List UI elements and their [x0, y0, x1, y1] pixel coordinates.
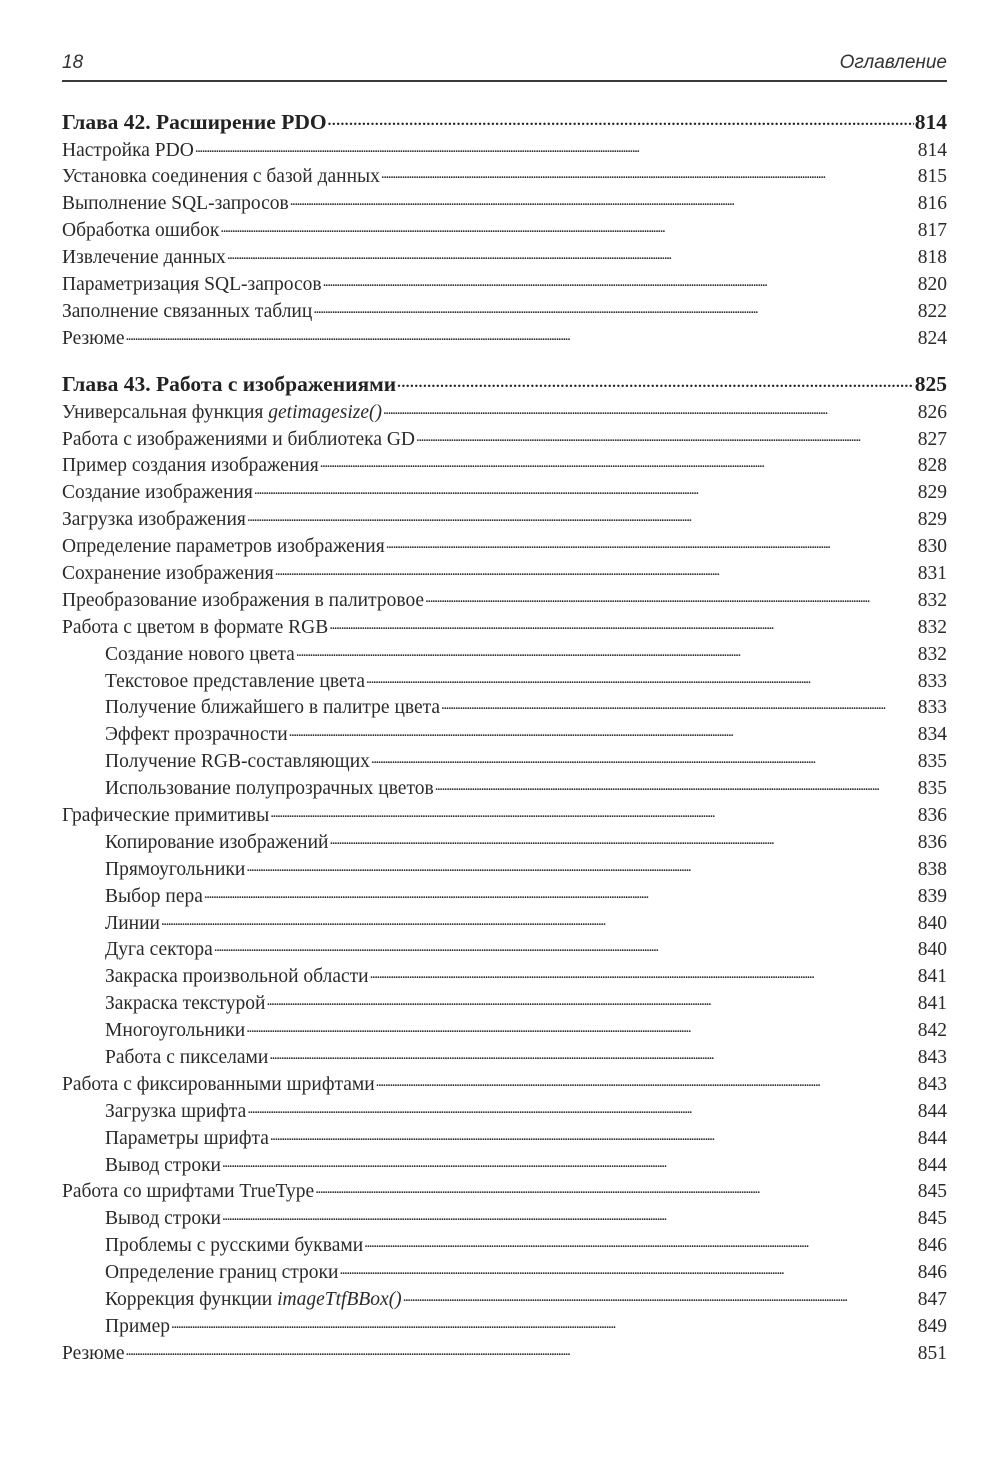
entry-title — [105, 1206, 221, 1233]
dot-leader — [247, 506, 917, 526]
dot-leader — [289, 721, 917, 741]
toc-section-entry[interactable] — [62, 324, 947, 351]
entry-page-number: 835 — [917, 778, 947, 800]
dot-leader — [403, 1286, 917, 1306]
toc-subsection-entry[interactable] — [62, 694, 947, 721]
entry-page-number: 833 — [917, 670, 947, 692]
entry-title-text: Работа с цветом в формате RGB — [62, 616, 329, 638]
entry-page-number: 849 — [917, 1315, 947, 1337]
toc-subsection-entry[interactable] — [62, 990, 947, 1017]
entry-page-number: 824 — [917, 327, 947, 349]
dot-leader — [195, 136, 917, 156]
entry-page-number: 822 — [917, 300, 947, 322]
entry-title — [105, 964, 369, 991]
entry-title — [105, 884, 203, 911]
dot-leader — [161, 909, 917, 929]
dot-leader — [381, 163, 917, 183]
entry-title-text: Графические примитивы — [62, 804, 270, 826]
entry-title — [105, 1018, 245, 1045]
dot-leader — [171, 1312, 917, 1332]
entry-page-number: 844 — [917, 1154, 947, 1176]
entry-title — [105, 1233, 363, 1260]
toc-section-entry[interactable] — [62, 398, 947, 425]
entry-title — [62, 326, 125, 353]
toc-section-entry[interactable] — [62, 190, 947, 217]
entry-title-text: Пример — [105, 1315, 171, 1337]
dot-leader — [222, 1205, 917, 1225]
entry-title — [105, 991, 265, 1018]
entry-title-text: Закраска текстурой — [105, 993, 266, 1015]
entry-title — [105, 911, 160, 938]
entry-page-number: 843 — [917, 1047, 947, 1068]
entry-title-text: Закраска произвольной области — [105, 966, 369, 988]
entry-page-number: 845 — [917, 1208, 947, 1230]
entry-title-text: Копирование изображений — [105, 831, 329, 853]
dot-leader — [269, 1044, 916, 1064]
entry-title-text: Резюме — [62, 1342, 125, 1364]
running-title: Оглавление — [839, 52, 947, 73]
dot-leader — [323, 270, 917, 290]
entry-title — [62, 191, 289, 218]
entry-page-number: 832 — [917, 589, 947, 611]
entry-title — [62, 561, 274, 588]
entry-title-text: Текстовое представление цвета — [105, 670, 365, 692]
toc-subsection-entry[interactable] — [62, 1232, 947, 1259]
page-header — [62, 50, 947, 82]
entry-page-number: 840 — [917, 939, 947, 961]
entry-title — [62, 218, 219, 245]
toc-section-entry[interactable] — [62, 452, 947, 479]
entry-title-text: Создание нового цвета — [105, 643, 295, 665]
entry-title — [62, 615, 328, 642]
toc-subsection-entry[interactable] — [62, 748, 947, 775]
entry-title-text: Пример создания изображения — [62, 455, 319, 477]
toc-subsection-entry[interactable] — [62, 1286, 947, 1313]
entry-title-text: Параметризация SQL-запросов — [62, 273, 322, 295]
toc-subsection-entry[interactable] — [62, 882, 947, 909]
toc-subsection-entry[interactable] — [62, 1017, 947, 1044]
dot-leader — [290, 190, 917, 210]
entry-page-number: 847 — [917, 1289, 947, 1311]
dot-leader — [126, 1339, 917, 1359]
dot-leader — [339, 1259, 916, 1279]
entry-page-number: 844 — [917, 1100, 947, 1122]
entry-title-text: Линии — [105, 912, 160, 934]
entry-title-text: Дуга сектора — [105, 939, 213, 961]
entry-page-number: 839 — [917, 885, 947, 907]
toc-subsection-entry[interactable] — [62, 855, 947, 882]
toc-subsection-entry[interactable] — [62, 721, 947, 748]
entry-title-text: Выбор пера — [105, 885, 203, 907]
toc-section-entry[interactable] — [62, 425, 947, 452]
entry-title-text: Получение RGB-составляющих — [105, 751, 370, 773]
entry-page-number: 840 — [917, 912, 947, 934]
entry-page-number: 846 — [917, 1262, 947, 1284]
entry-page-number: 833 — [917, 697, 947, 719]
entry-title-text: Извлечение данных — [62, 247, 226, 269]
entry-title — [105, 937, 213, 964]
toc-section-entry[interactable] — [62, 297, 947, 324]
entry-title-text: Выполнение SQL-запросов — [62, 193, 289, 215]
toc-section-entry[interactable] — [62, 136, 947, 163]
entry-title-text: Проблемы с русскими буквами — [105, 1235, 364, 1257]
entry-title — [105, 1260, 338, 1287]
toc-section-entry[interactable] — [62, 801, 947, 828]
entry-title — [62, 1072, 375, 1099]
toc-section-entry[interactable] — [62, 479, 947, 506]
dot-leader — [386, 533, 917, 553]
toc-section-entry[interactable] — [62, 217, 947, 244]
toc-section-entry[interactable] — [62, 1178, 947, 1205]
toc-section-entry[interactable] — [62, 1339, 947, 1366]
dot-leader — [441, 694, 917, 714]
entry-title-text: Определение параметров изображения — [62, 536, 385, 558]
table-of-contents — [62, 107, 947, 1366]
entry-page-number: 831 — [917, 562, 947, 584]
entry-title-text: Работа со шрифтами TrueType — [62, 1181, 315, 1203]
toc-section-entry[interactable] — [62, 506, 947, 533]
chapter-page-number: 825 — [914, 371, 947, 396]
toc-subsection-entry[interactable] — [62, 640, 947, 667]
dot-leader — [425, 586, 917, 606]
entry-page-number: 841 — [917, 993, 947, 1015]
entry-page-number: 817 — [917, 220, 947, 242]
entry-title — [62, 427, 415, 454]
dot-leader — [270, 801, 917, 821]
toc-subsection-entry[interactable] — [62, 775, 947, 802]
entry-page-number: 844 — [917, 1127, 947, 1149]
toc-subsection-entry[interactable] — [62, 963, 947, 990]
entry-title-text: Заполнение связанных таблиц — [62, 300, 313, 322]
dot-leader — [296, 640, 917, 660]
entry-page-number: 820 — [917, 273, 947, 295]
chapter-heading[interactable] — [62, 369, 947, 398]
entry-title-text: Использование полупрозрачных цветов — [105, 778, 434, 800]
toc-section-entry[interactable] — [62, 270, 947, 297]
dot-leader — [247, 1097, 916, 1117]
chapter-section — [62, 369, 947, 1366]
entry-title-text: Параметры шрифта — [105, 1127, 269, 1149]
entry-page-number: 842 — [917, 1020, 947, 1042]
entry-title — [62, 588, 424, 615]
dot-leader — [270, 1124, 917, 1144]
entry-page-number: 851 — [917, 1342, 947, 1364]
toc-section-entry[interactable] — [62, 244, 947, 271]
entry-title — [105, 749, 370, 776]
entry-title — [62, 534, 385, 561]
dot-leader — [227, 244, 917, 264]
entry-page-number: 843 — [917, 1073, 947, 1095]
dot-leader — [435, 775, 917, 795]
entry-title-text: Установка соединения с базой данных — [62, 166, 380, 188]
entry-title — [62, 272, 322, 299]
dot-leader — [246, 1017, 917, 1037]
entry-page-number: 845 — [917, 1181, 947, 1203]
dot-leader — [376, 1070, 917, 1090]
entry-page-number: 841 — [917, 966, 947, 988]
dot-leader — [320, 452, 917, 472]
entry-page-number: 826 — [917, 401, 947, 423]
entry-title — [62, 164, 380, 191]
dot-leader — [266, 990, 916, 1010]
entry-title-code: getimagesize() — [268, 401, 382, 423]
entry-title-text: Работа с изображениями и библиотека GD — [62, 428, 416, 450]
entry-title-text: Определение границ строки — [105, 1262, 339, 1284]
entry-page-number: 814 — [917, 139, 947, 161]
entry-page-number: 829 — [917, 509, 947, 531]
dot-leader — [383, 398, 917, 418]
entry-title — [105, 776, 434, 803]
entry-title-text: Получение ближайшего в палитре цвета — [105, 697, 441, 719]
entry-title-text: Работа с пикселами — [105, 1047, 269, 1068]
dot-leader — [126, 324, 917, 344]
entry-title — [105, 1099, 246, 1126]
toc-section-entry[interactable] — [62, 613, 947, 640]
dot-leader — [366, 667, 917, 687]
entry-title-text: Универсальная функция — [62, 401, 269, 423]
entry-page-number: 832 — [917, 643, 947, 665]
chapter-heading[interactable] — [62, 107, 947, 136]
toc-subsection-entry[interactable] — [62, 828, 947, 855]
entry-title-text: Прямоугольники — [105, 858, 246, 880]
entry-title — [62, 400, 382, 427]
dot-leader — [220, 217, 916, 237]
dot-leader — [370, 963, 917, 983]
entry-title — [105, 1287, 402, 1314]
toc-subsection-entry[interactable] — [62, 1259, 947, 1286]
toc-subsection-entry[interactable] — [62, 1097, 947, 1124]
entry-title — [62, 453, 319, 480]
entry-page-number: 846 — [917, 1235, 947, 1257]
entry-page-number: 816 — [917, 193, 947, 215]
dot-leader — [313, 297, 916, 317]
dot-leader — [222, 1151, 917, 1171]
entry-page-number: 835 — [917, 751, 947, 773]
entry-title — [62, 1341, 125, 1368]
toc-subsection-entry[interactable] — [62, 1044, 947, 1071]
dot-leader — [329, 828, 916, 848]
entry-title — [105, 830, 328, 857]
toc-subsection-entry[interactable] — [62, 667, 947, 694]
chapter-title: Глава 43. Работа с изображениями — [62, 371, 397, 396]
entry-page-number: 828 — [917, 455, 947, 477]
dot-leader — [246, 855, 916, 875]
dot-leader — [275, 559, 917, 579]
dot-leader — [214, 936, 917, 956]
entry-page-number: 818 — [917, 247, 947, 269]
dot-leader — [371, 748, 917, 768]
dot-leader — [397, 369, 914, 391]
dot-leader — [254, 479, 917, 499]
toc-subsection-entry[interactable] — [62, 909, 947, 936]
entry-title — [105, 1126, 269, 1153]
toc-section-entry[interactable] — [62, 586, 947, 613]
toc-subsection-entry[interactable] — [62, 1124, 947, 1151]
entry-title-code: imageTtfBBox() — [277, 1289, 402, 1311]
toc-section-entry[interactable] — [62, 533, 947, 560]
entry-page-number: 832 — [917, 616, 947, 638]
entry-title-text: Загрузка изображения — [62, 509, 246, 531]
toc-subsection-entry[interactable] — [62, 1151, 947, 1178]
entry-title — [105, 722, 288, 749]
dot-leader — [204, 882, 917, 902]
entry-title-text: Эффект прозрачности — [105, 724, 288, 746]
entry-title — [105, 642, 295, 669]
entry-title — [62, 299, 312, 326]
entry-title-text: Сохранение изображения — [62, 562, 274, 584]
chapter-page-number: 814 — [914, 109, 947, 134]
dot-leader — [416, 425, 917, 445]
toc-subsection-entry[interactable] — [62, 1312, 947, 1339]
entry-title — [105, 1045, 268, 1072]
entry-title-text: Создание изображения — [62, 482, 253, 504]
entry-title — [105, 695, 440, 722]
entry-page-number: 827 — [917, 428, 947, 450]
entry-title — [62, 480, 253, 507]
entry-page-number: 834 — [917, 724, 947, 746]
entry-page-number: 815 — [917, 166, 947, 188]
entry-title-text: Обработка ошибок — [62, 220, 220, 242]
entry-page-number: 829 — [917, 482, 947, 504]
dot-leader — [315, 1178, 917, 1198]
entry-title — [105, 857, 245, 884]
entry-title-text: Преобразование изображения в палитровое — [62, 589, 425, 611]
toc-section-entry[interactable] — [62, 559, 947, 586]
entry-title — [105, 1153, 221, 1180]
chapter-title: Глава 42. Расширение PDO — [62, 109, 327, 134]
entry-title — [62, 803, 269, 830]
entry-page-number: 830 — [917, 536, 947, 558]
entry-page-number: 836 — [917, 831, 947, 853]
toc-subsection-entry[interactable] — [62, 936, 947, 963]
dot-leader — [328, 107, 914, 129]
entry-title-text: Вывод строки — [105, 1208, 221, 1230]
entry-title-text: Вывод строки — [105, 1154, 221, 1176]
chapter-section — [62, 107, 947, 351]
entry-title-text: Коррекция функции — [105, 1289, 278, 1311]
entry-title — [105, 669, 365, 696]
entry-title-text: Загрузка шрифта — [105, 1100, 247, 1122]
entry-title — [62, 1179, 314, 1206]
entry-page-number: 836 — [917, 804, 947, 826]
dot-leader — [364, 1232, 917, 1252]
entry-title — [105, 1314, 170, 1341]
entry-title-text: Резюме — [62, 327, 125, 349]
entry-title — [62, 245, 226, 272]
toc-subsection-entry[interactable] — [62, 1205, 947, 1232]
entry-title-text: Многоугольники — [105, 1020, 246, 1042]
entry-title — [62, 138, 194, 165]
page-number: 18 — [62, 52, 84, 73]
toc-section-entry[interactable] — [62, 163, 947, 190]
entry-title-text: Работа с фиксированными шрифтами — [62, 1073, 375, 1095]
entry-title — [62, 507, 246, 534]
entry-title-text: Настройка PDO — [62, 139, 194, 161]
dot-leader — [329, 613, 917, 633]
toc-section-entry[interactable] — [62, 1070, 947, 1097]
entry-page-number: 838 — [917, 858, 947, 880]
